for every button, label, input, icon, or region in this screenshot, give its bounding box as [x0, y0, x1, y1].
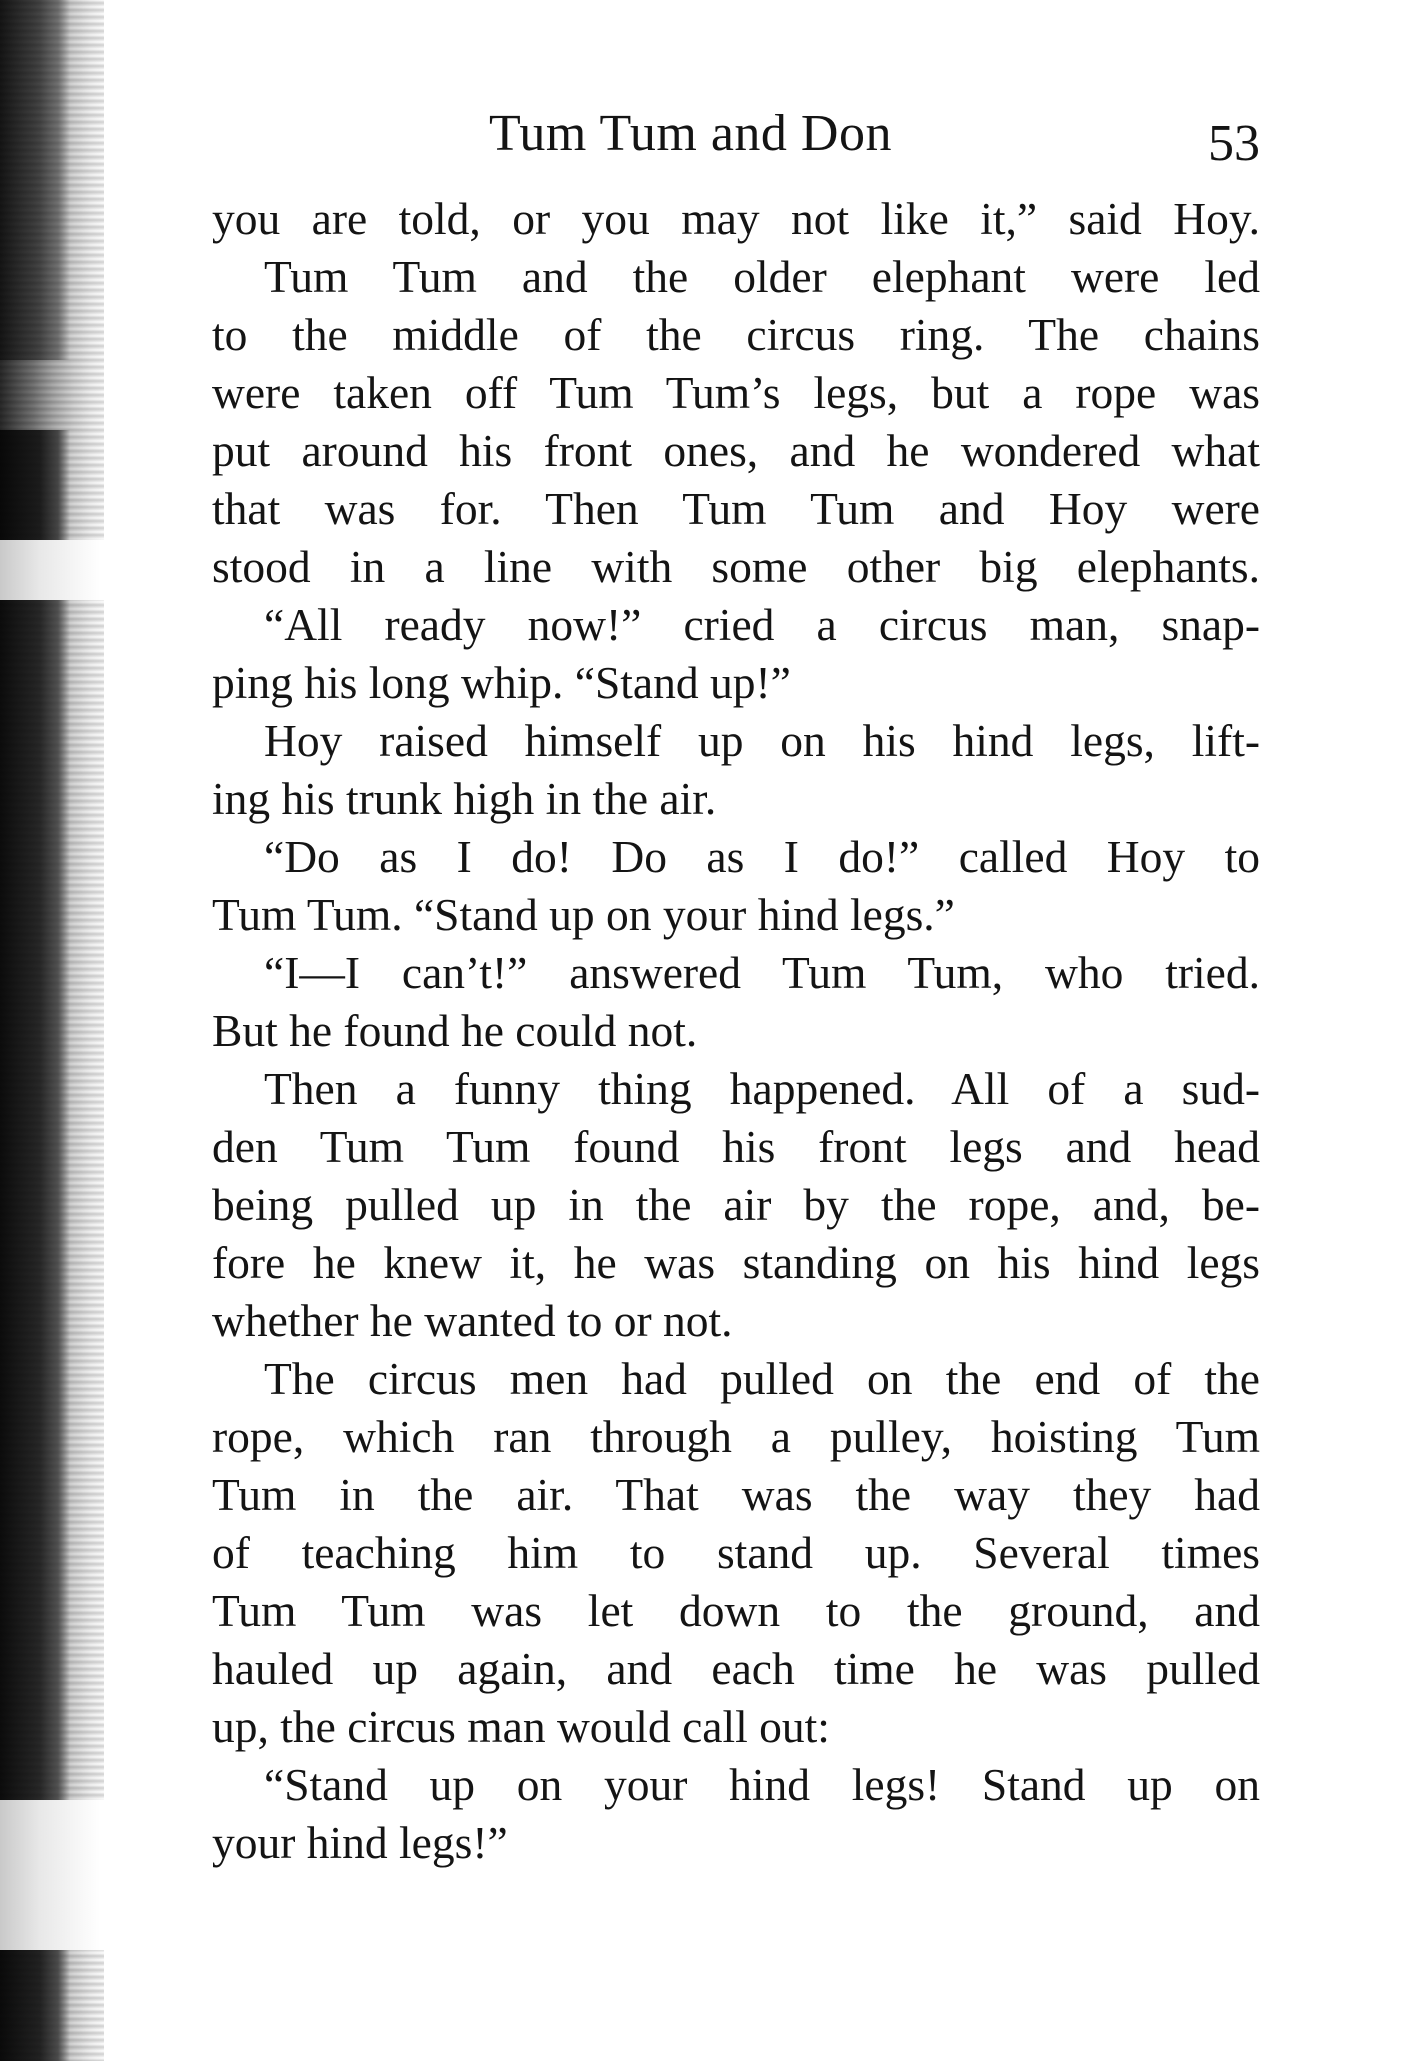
text-line: stood in a line with some other big elephants. [212, 541, 1260, 592]
scan-gutter-block [0, 600, 70, 1800]
text-line: den Tum Tum found his front legs and head [212, 1121, 1260, 1172]
running-title: Tum Tum and Don [489, 105, 892, 162]
scan-gutter-block [0, 1950, 70, 2061]
scan-gutter-block [0, 430, 70, 540]
text-line: Tum Tum. “Stand up on your hind legs.” [212, 889, 955, 940]
text-line: fore he knew it, he was standing on his hind legs [212, 1237, 1260, 1288]
text-line: your hind legs!” [212, 1817, 508, 1868]
text-line: “I—I can’t!” answered Tum Tum, who tried. [264, 947, 1260, 998]
text-line: Then a funny thing happened. All of a sud- [264, 1063, 1260, 1114]
scan-gutter-gap [0, 1800, 104, 1950]
text-line: of teaching him to stand up. Several times [212, 1527, 1260, 1578]
scan-gutter-gap [0, 540, 104, 600]
text-line: “Do as I do! Do as I do!” called Hoy to [264, 831, 1260, 882]
text-line: Tum in the air. That was the way they had [212, 1469, 1260, 1520]
body-text [212, 190, 1260, 1872]
scan-gutter-block [0, 0, 70, 360]
running-head [212, 104, 1260, 184]
page-number: 53 [1208, 115, 1260, 172]
text-line: “All ready now!” cried a circus man, snap- [264, 599, 1260, 650]
book-page [212, 104, 1260, 1872]
text-line: Tum Tum and the older elephant were led [264, 251, 1260, 302]
text-line: that was for. Then Tum Tum and Hoy were [212, 483, 1260, 534]
text-line: “Stand up on your hind legs! Stand up on [264, 1759, 1260, 1810]
text-line: ping his long whip. “Stand up!” [212, 657, 791, 708]
text-line: Hoy raised himself up on his hind legs, lift- [264, 715, 1260, 766]
text-line: were taken off Tum Tum’s legs, but a rope was [212, 367, 1260, 418]
text-line: being pulled up in the air by the rope, and, be- [212, 1179, 1260, 1230]
text-line: rope, which ran through a pulley, hoisting Tum [212, 1411, 1260, 1462]
text-line: you are told, or you may not like it,” said Hoy. [212, 193, 1260, 244]
text-line: to the middle of the circus ring. The chains [212, 309, 1260, 360]
text-line: put around his front ones, and he wondered what [212, 425, 1260, 476]
text-line: whether he wanted to or not. [212, 1295, 733, 1346]
text-line: Tum Tum was let down to the ground, and [212, 1585, 1260, 1636]
text-line: But he found he could not. [212, 1005, 698, 1056]
text-line: up, the circus man would call out: [212, 1701, 830, 1752]
text-line: ing his trunk high in the air. [212, 773, 717, 824]
text-line: hauled up again, and each time he was pulled [212, 1643, 1260, 1694]
text-line: The circus men had pulled on the end of the [264, 1353, 1260, 1404]
